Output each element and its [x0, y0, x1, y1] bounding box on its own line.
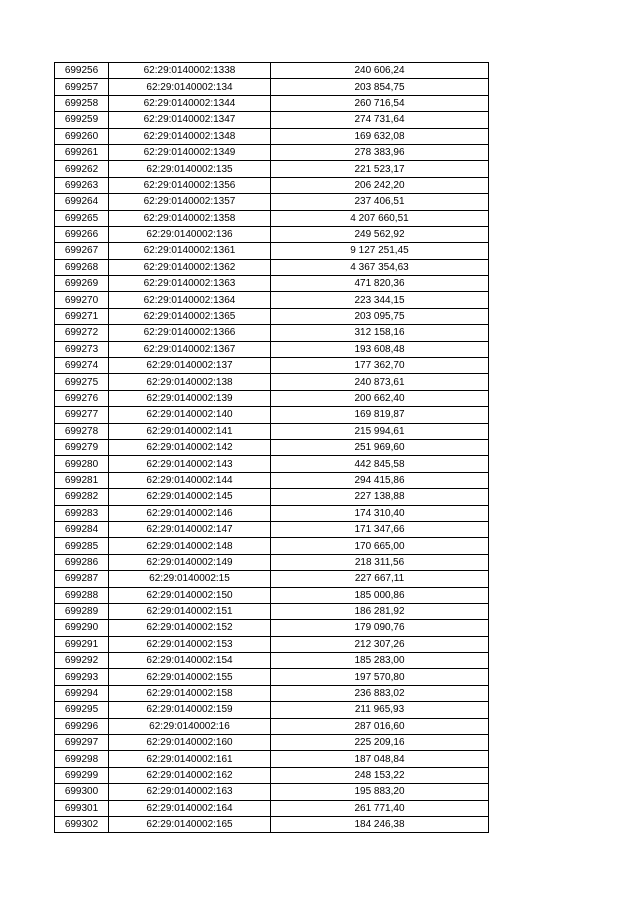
cadastral-number-cell: 62:29:0140002:1349	[109, 144, 271, 160]
cadastral-number-cell: 62:29:0140002:1348	[109, 128, 271, 144]
row-number-cell: 699290	[55, 620, 109, 636]
row-number-cell: 699271	[55, 308, 109, 324]
cadastral-number-cell: 62:29:0140002:1367	[109, 341, 271, 357]
cadastral-value-cell: 185 000,86	[271, 587, 489, 603]
cadastral-number-cell: 62:29:0140002:142	[109, 439, 271, 455]
row-number-cell: 699286	[55, 554, 109, 570]
cadastral-value-cell: 260 716,54	[271, 95, 489, 111]
cadastral-number-cell: 62:29:0140002:145	[109, 489, 271, 505]
row-number-cell: 699282	[55, 489, 109, 505]
cadastral-number-cell: 62:29:0140002:1362	[109, 259, 271, 275]
row-number-cell: 699289	[55, 603, 109, 619]
row-number-cell: 699295	[55, 702, 109, 718]
table-row	[55, 456, 489, 472]
cadastral-value-cell: 179 090,76	[271, 620, 489, 636]
cadastral-number-cell: 62:29:0140002:147	[109, 521, 271, 537]
cadastral-value-cell: 177 362,70	[271, 358, 489, 374]
document-page	[54, 62, 489, 833]
table-row	[55, 816, 489, 832]
table-row	[55, 702, 489, 718]
table-row	[55, 800, 489, 816]
cadastral-number-cell: 62:29:0140002:136	[109, 226, 271, 242]
row-number-cell: 699287	[55, 571, 109, 587]
row-number-cell: 699260	[55, 128, 109, 144]
cadastral-number-cell: 62:29:0140002:135	[109, 161, 271, 177]
cadastral-value-cell: 274 731,64	[271, 112, 489, 128]
cadastral-number-cell: 62:29:0140002:154	[109, 653, 271, 669]
cadastral-number-cell: 62:29:0140002:164	[109, 800, 271, 816]
row-number-cell: 699276	[55, 390, 109, 406]
table-row	[55, 423, 489, 439]
cadastral-value-cell: 471 820,36	[271, 276, 489, 292]
cadastral-value-cell: 211 965,93	[271, 702, 489, 718]
cadastral-number-cell: 62:29:0140002:1361	[109, 243, 271, 259]
cadastral-number-cell: 62:29:0140002:151	[109, 603, 271, 619]
table-row	[55, 571, 489, 587]
cadastral-value-cell: 169 819,87	[271, 407, 489, 423]
cadastral-number-cell: 62:29:0140002:1338	[109, 63, 271, 79]
cadastral-value-cell: 170 665,00	[271, 538, 489, 554]
cadastral-value-cell: 227 138,88	[271, 489, 489, 505]
cadastral-number-cell: 62:29:0140002:137	[109, 358, 271, 374]
cadastral-number-cell: 62:29:0140002:139	[109, 390, 271, 406]
cadastral-value-cell: 203 854,75	[271, 79, 489, 95]
table-row	[55, 194, 489, 210]
table-row	[55, 210, 489, 226]
cadastral-number-cell: 62:29:0140002:1357	[109, 194, 271, 210]
cadastral-value-cell: 4 207 660,51	[271, 210, 489, 226]
cadastral-value-cell: 174 310,40	[271, 505, 489, 521]
row-number-cell: 699259	[55, 112, 109, 128]
cadastral-value-cell: 171 347,66	[271, 521, 489, 537]
row-number-cell: 699288	[55, 587, 109, 603]
cadastral-value-cell: 278 383,96	[271, 144, 489, 160]
table-row	[55, 472, 489, 488]
row-number-cell: 699256	[55, 63, 109, 79]
cadastral-number-cell: 62:29:0140002:1356	[109, 177, 271, 193]
table-row	[55, 79, 489, 95]
cadastral-number-cell: 62:29:0140002:163	[109, 784, 271, 800]
cadastral-value-cell: 249 562,92	[271, 226, 489, 242]
cadastral-number-cell: 62:29:0140002:138	[109, 374, 271, 390]
table-row	[55, 407, 489, 423]
row-number-cell: 699284	[55, 521, 109, 537]
table-row	[55, 128, 489, 144]
cadastral-value-cell: 218 311,56	[271, 554, 489, 570]
row-number-cell: 699297	[55, 735, 109, 751]
row-number-cell: 699280	[55, 456, 109, 472]
table-row	[55, 308, 489, 324]
row-number-cell: 699267	[55, 243, 109, 259]
cadastral-number-cell: 62:29:0140002:1365	[109, 308, 271, 324]
cadastral-number-cell: 62:29:0140002:15	[109, 571, 271, 587]
cadastral-number-cell: 62:29:0140002:158	[109, 685, 271, 701]
row-number-cell: 699298	[55, 751, 109, 767]
table-row	[55, 735, 489, 751]
cadastral-number-cell: 62:29:0140002:1364	[109, 292, 271, 308]
cadastral-value-cell: 287 016,60	[271, 718, 489, 734]
cadastral-value-cell: 312 158,16	[271, 325, 489, 341]
cadastral-value-cell: 212 307,26	[271, 636, 489, 652]
cadastral-value-cell: 9 127 251,45	[271, 243, 489, 259]
table-row	[55, 292, 489, 308]
row-number-cell: 699264	[55, 194, 109, 210]
cadastral-value-cell: 261 771,40	[271, 800, 489, 816]
row-number-cell: 699294	[55, 685, 109, 701]
table-row	[55, 767, 489, 783]
cadastral-number-cell: 62:29:0140002:155	[109, 669, 271, 685]
cadastral-number-cell: 62:29:0140002:1344	[109, 95, 271, 111]
cadastral-value-cell: 200 662,40	[271, 390, 489, 406]
table-row	[55, 603, 489, 619]
row-number-cell: 699262	[55, 161, 109, 177]
cadastral-number-cell: 62:29:0140002:162	[109, 767, 271, 783]
row-number-cell: 699285	[55, 538, 109, 554]
table-row	[55, 718, 489, 734]
cadastral-value-cell: 227 667,11	[271, 571, 489, 587]
row-number-cell: 699265	[55, 210, 109, 226]
row-number-cell: 699292	[55, 653, 109, 669]
row-number-cell: 699258	[55, 95, 109, 111]
table-row	[55, 521, 489, 537]
table-row	[55, 325, 489, 341]
cadastral-value-cell: 215 994,61	[271, 423, 489, 439]
row-number-cell: 699261	[55, 144, 109, 160]
table-row	[55, 374, 489, 390]
row-number-cell: 699270	[55, 292, 109, 308]
cadastral-number-cell: 62:29:0140002:159	[109, 702, 271, 718]
row-number-cell: 699283	[55, 505, 109, 521]
table-row	[55, 390, 489, 406]
cadastral-value-cell: 203 095,75	[271, 308, 489, 324]
table-row	[55, 653, 489, 669]
row-number-cell: 699274	[55, 358, 109, 374]
cadastral-value-cell: 251 969,60	[271, 439, 489, 455]
table-body	[55, 63, 489, 833]
cadastral-number-cell: 62:29:0140002:160	[109, 735, 271, 751]
row-number-cell: 699281	[55, 472, 109, 488]
table-row	[55, 112, 489, 128]
cadastral-number-cell: 62:29:0140002:149	[109, 554, 271, 570]
cadastral-value-cell: 221 523,17	[271, 161, 489, 177]
table-row	[55, 489, 489, 505]
cadastral-number-cell: 62:29:0140002:152	[109, 620, 271, 636]
table-row	[55, 587, 489, 603]
cadastral-value-cell: 248 153,22	[271, 767, 489, 783]
cadastral-value-cell: 193 608,48	[271, 341, 489, 357]
table-row	[55, 439, 489, 455]
row-number-cell: 699293	[55, 669, 109, 685]
cadastral-value-cell: 187 048,84	[271, 751, 489, 767]
table-row	[55, 358, 489, 374]
cadastral-value-cell: 169 632,08	[271, 128, 489, 144]
cadastral-number-cell: 62:29:0140002:1347	[109, 112, 271, 128]
table-row	[55, 259, 489, 275]
cadastral-value-cell: 236 883,02	[271, 685, 489, 701]
row-number-cell: 699273	[55, 341, 109, 357]
row-number-cell: 699302	[55, 816, 109, 832]
cadastral-value-cell: 223 344,15	[271, 292, 489, 308]
cadastral-value-cell: 195 883,20	[271, 784, 489, 800]
cadastral-value-cell: 240 606,24	[271, 63, 489, 79]
cadastral-value-cell: 442 845,58	[271, 456, 489, 472]
cadastral-number-cell: 62:29:0140002:134	[109, 79, 271, 95]
table-row	[55, 784, 489, 800]
table-row	[55, 243, 489, 259]
table-row	[55, 505, 489, 521]
row-number-cell: 699278	[55, 423, 109, 439]
row-number-cell: 699300	[55, 784, 109, 800]
cadastral-number-cell: 62:29:0140002:16	[109, 718, 271, 734]
row-number-cell: 699277	[55, 407, 109, 423]
cadastral-number-cell: 62:29:0140002:165	[109, 816, 271, 832]
cadastral-value-cell: 185 283,00	[271, 653, 489, 669]
cadastral-value-cell: 237 406,51	[271, 194, 489, 210]
row-number-cell: 699301	[55, 800, 109, 816]
row-number-cell: 699268	[55, 259, 109, 275]
cadastral-number-cell: 62:29:0140002:144	[109, 472, 271, 488]
cadastral-number-cell: 62:29:0140002:141	[109, 423, 271, 439]
table-row	[55, 685, 489, 701]
cadastral-number-cell: 62:29:0140002:140	[109, 407, 271, 423]
row-number-cell: 699275	[55, 374, 109, 390]
table-row	[55, 620, 489, 636]
cadastral-number-cell: 62:29:0140002:1358	[109, 210, 271, 226]
table-row	[55, 538, 489, 554]
table-row	[55, 751, 489, 767]
row-number-cell: 699272	[55, 325, 109, 341]
cadastral-value-cell: 186 281,92	[271, 603, 489, 619]
table-row	[55, 177, 489, 193]
cadastral-number-cell: 62:29:0140002:148	[109, 538, 271, 554]
row-number-cell: 699257	[55, 79, 109, 95]
table-row	[55, 636, 489, 652]
table-row	[55, 144, 489, 160]
cadastral-number-cell: 62:29:0140002:143	[109, 456, 271, 472]
cadastral-value-cell: 240 873,61	[271, 374, 489, 390]
table-row	[55, 276, 489, 292]
row-number-cell: 699299	[55, 767, 109, 783]
cadastral-number-cell: 62:29:0140002:150	[109, 587, 271, 603]
cadastral-value-cell: 225 209,16	[271, 735, 489, 751]
table-row	[55, 341, 489, 357]
row-number-cell: 699263	[55, 177, 109, 193]
cadastral-number-cell: 62:29:0140002:161	[109, 751, 271, 767]
cadastral-value-table	[54, 62, 489, 833]
cadastral-number-cell: 62:29:0140002:1363	[109, 276, 271, 292]
table-row	[55, 226, 489, 242]
cadastral-value-cell: 184 246,38	[271, 816, 489, 832]
cadastral-value-cell: 4 367 354,63	[271, 259, 489, 275]
row-number-cell: 699269	[55, 276, 109, 292]
cadastral-number-cell: 62:29:0140002:153	[109, 636, 271, 652]
row-number-cell: 699266	[55, 226, 109, 242]
cadastral-value-cell: 206 242,20	[271, 177, 489, 193]
cadastral-number-cell: 62:29:0140002:146	[109, 505, 271, 521]
table-row	[55, 161, 489, 177]
cadastral-value-cell: 294 415,86	[271, 472, 489, 488]
table-row	[55, 95, 489, 111]
table-row	[55, 554, 489, 570]
cadastral-number-cell: 62:29:0140002:1366	[109, 325, 271, 341]
row-number-cell: 699291	[55, 636, 109, 652]
table-row	[55, 669, 489, 685]
row-number-cell: 699296	[55, 718, 109, 734]
row-number-cell: 699279	[55, 439, 109, 455]
table-row	[55, 63, 489, 79]
cadastral-value-cell: 197 570,80	[271, 669, 489, 685]
